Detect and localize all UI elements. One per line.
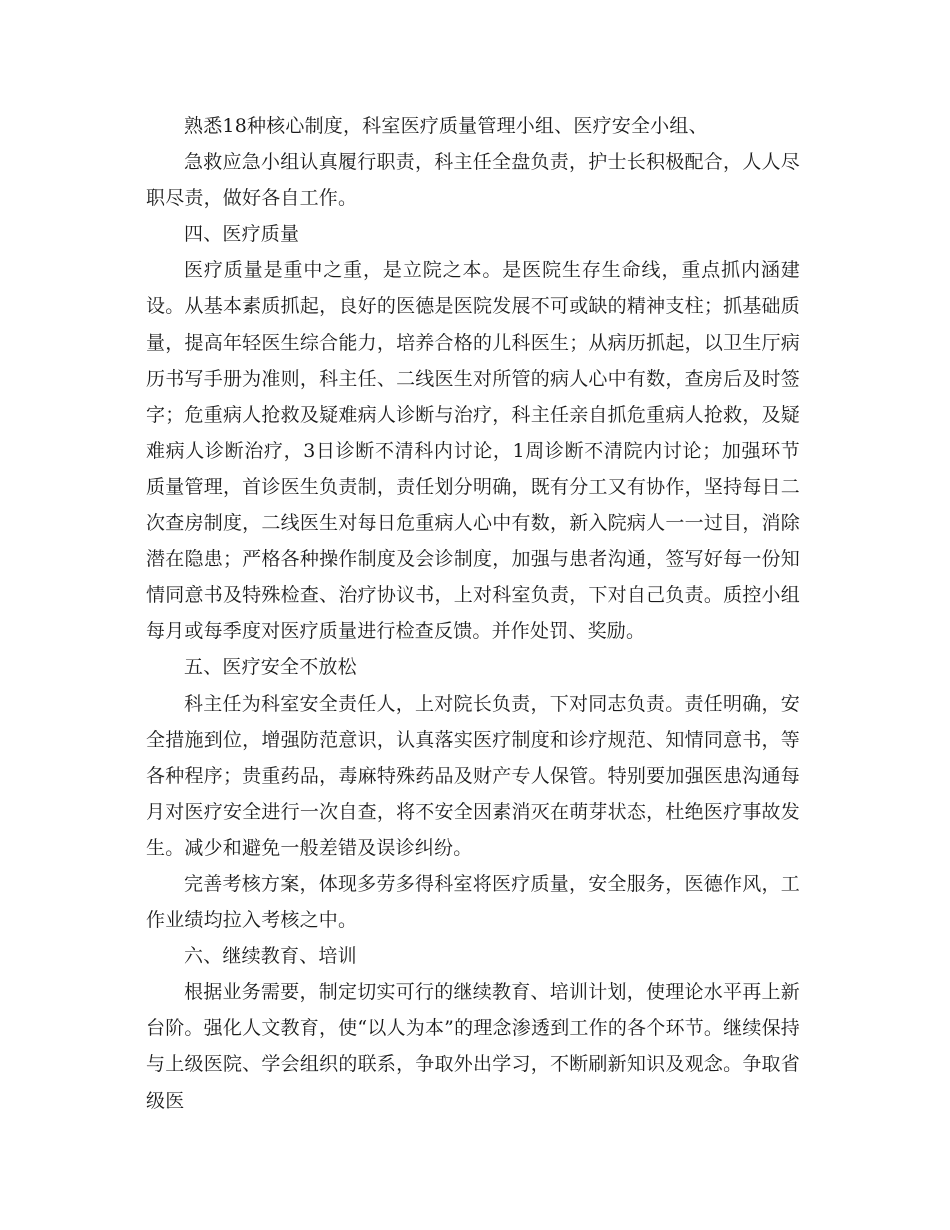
paragraph-continuing-education: 根据业务需要，制定切实可行的继续教育、培训计划，使理论水平再上新台阶。强化人文教育，使“以人为本”的理念渗透到工作的各个环节。继续保持与上级医院、学会组织的联系，争取外出学习，不断刷新知识及观念。争取省级医 — [146, 981, 800, 1112]
heading-continuing-education: 六、继续教育、培训 — [184, 945, 357, 968]
document-body — [146, 108, 800, 1119]
paragraph-emergency-team: 急救应急小组认真履行职责，科主任全盘负责，护士长积极配合，人人尽职尽责，做好各自工作。 — [146, 151, 800, 210]
paragraph-assessment: 完善考核方案，体现多劳多得科室将医疗质量，安全服务，医德作风，工作业绩均拉入考核之中。 — [146, 872, 800, 932]
heading-medical-quality: 四、医疗质量 — [184, 223, 300, 246]
paragraph-medical-quality: 医疗质量是重中之重，是立院之本。是医院生存生命线，重点抓内涵建设。从基本素质抓起，良好的医德是医院发展不可或缺的精神支柱；抓基础质量，提高年轻医生综合能力，培养合格的儿科医生；从病历抓起，以卫生厅病历书写手册为准则，科主任、二线医生对所管的病人心中有数，查房后及时签字；危重病人抢救及疑难病人诊断与治疗，科主任亲自抓危重病人抢救，及疑难病人诊断治疗，3日诊断不清科内讨论，1周诊断不清院内讨论；加强环节质量管理，首诊医生负责制，责任划分明确，既有分工又有协作，坚持每日二次查房制度，二线医生对每日危重病人心中有数，新入院病人一一过目，消除潜在隐患；严格各种操作制度及会诊制度，加强与患者沟通，签写好每一份知情同意书及特殊检查、治疗协议书，上对科室负责，下对自己负责。质控小组每月或每季度对医疗质量进行检查反馈。并作处罚、奖励。 — [146, 259, 800, 643]
paragraph-core-systems: 熟悉18种核心制度，科室医疗质量管理小组、医疗安全小组、 — [184, 115, 708, 137]
paragraph-medical-safety: 科主任为科室安全责任人，上对院长负责，下对同志负责。责任明确，安全措施到位，增强防范意识，认真落实医疗制度和诊疗规范、知情同意书，等各种程序；贵重药品，毒麻特殊药品及财产专人保管。特别要加强医患沟通每月对医疗安全进行一次自查，将不安全因素消灭在萌芽状态，杜绝医疗事故发生。减少和避免一般差错及误诊纠纷。 — [146, 692, 800, 859]
heading-medical-safety: 五、医疗安全不放松 — [184, 656, 357, 679]
